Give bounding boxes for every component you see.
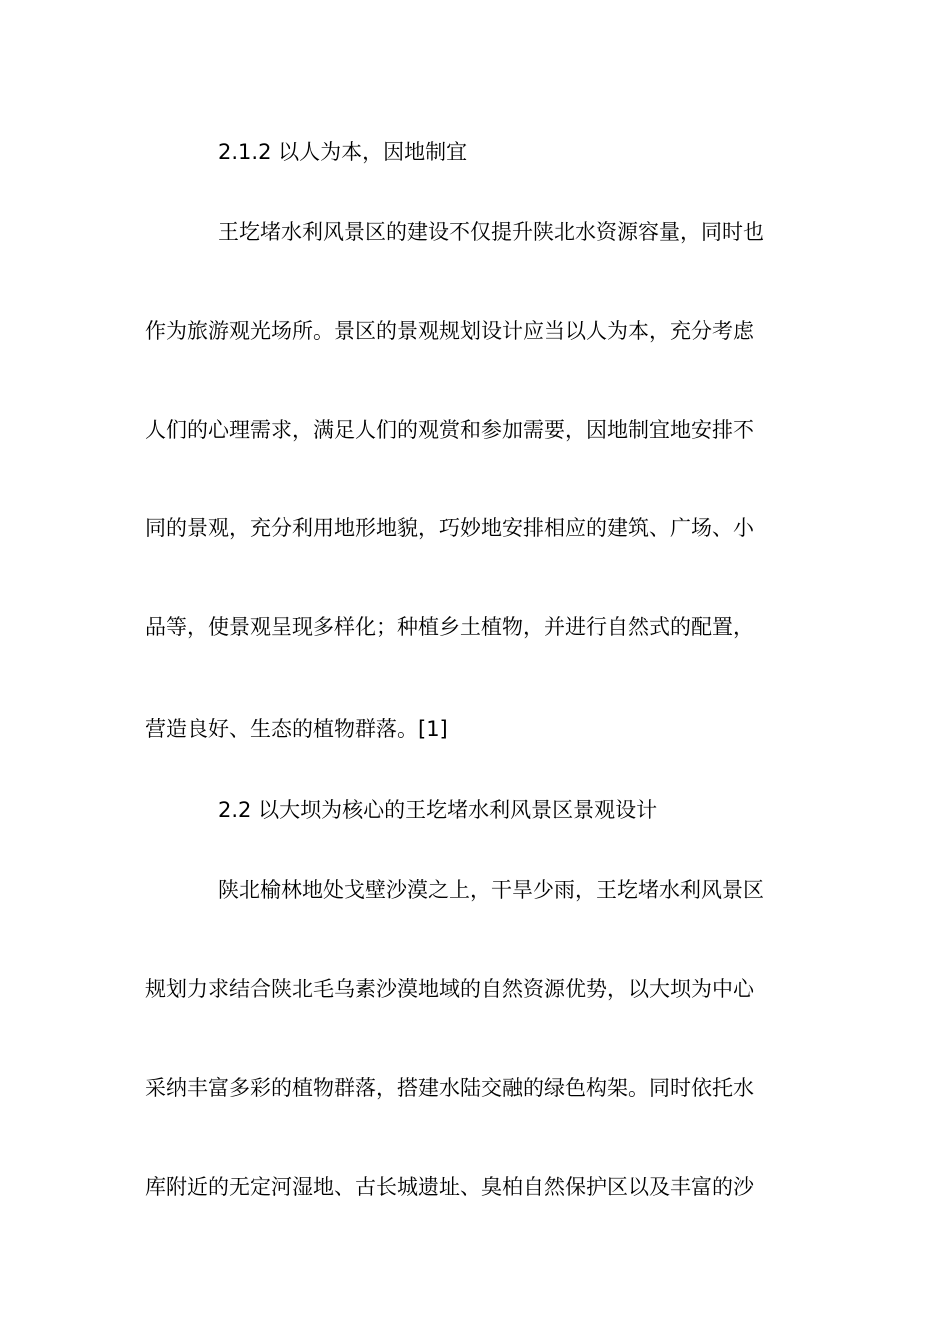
paragraph-line: 同的景观，充分利用地形地貌，巧妙地安排相应的建筑、广场、小 bbox=[145, 516, 754, 540]
paragraph-line: 采纳丰富多彩的植物群落，搭建水陆交融的绿色构架。同时依托水 bbox=[145, 1076, 754, 1100]
paragraph-line: 规划力求结合陕北毛乌素沙漠地域的自然资源优势，以大坝为中心 bbox=[145, 977, 754, 1001]
paragraph-line: 品等，使景观呈现多样化；种植乡土植物，并进行自然式的配置， bbox=[145, 615, 754, 639]
paragraph-line: 库附近的无定河湿地、古长城遗址、臭柏自然保护区以及丰富的沙 bbox=[145, 1175, 754, 1199]
section-heading-2-1-2: 2.1.2 以人为本，因地制宜 bbox=[218, 140, 468, 164]
paragraph-line: 营造良好、生态的植物群落。[1] bbox=[145, 717, 448, 741]
paragraph-line: 王圪堵水利风景区的建设不仅提升陕北水资源容量，同时也 bbox=[218, 220, 764, 244]
paragraph-line: 人们的心理需求，满足人们的观赏和参加需要，因地制宜地安排不 bbox=[145, 418, 754, 442]
section-heading-2-2: 2.2 以大坝为核心的王圪堵水利风景区景观设计 bbox=[218, 798, 658, 822]
paragraph-line: 作为旅游观光场所。景区的景观规划设计应当以人为本，充分考虑 bbox=[145, 319, 754, 343]
paragraph-line: 陕北榆林地处戈壁沙漠之上，干旱少雨，王圪堵水利风景区 bbox=[218, 878, 764, 902]
